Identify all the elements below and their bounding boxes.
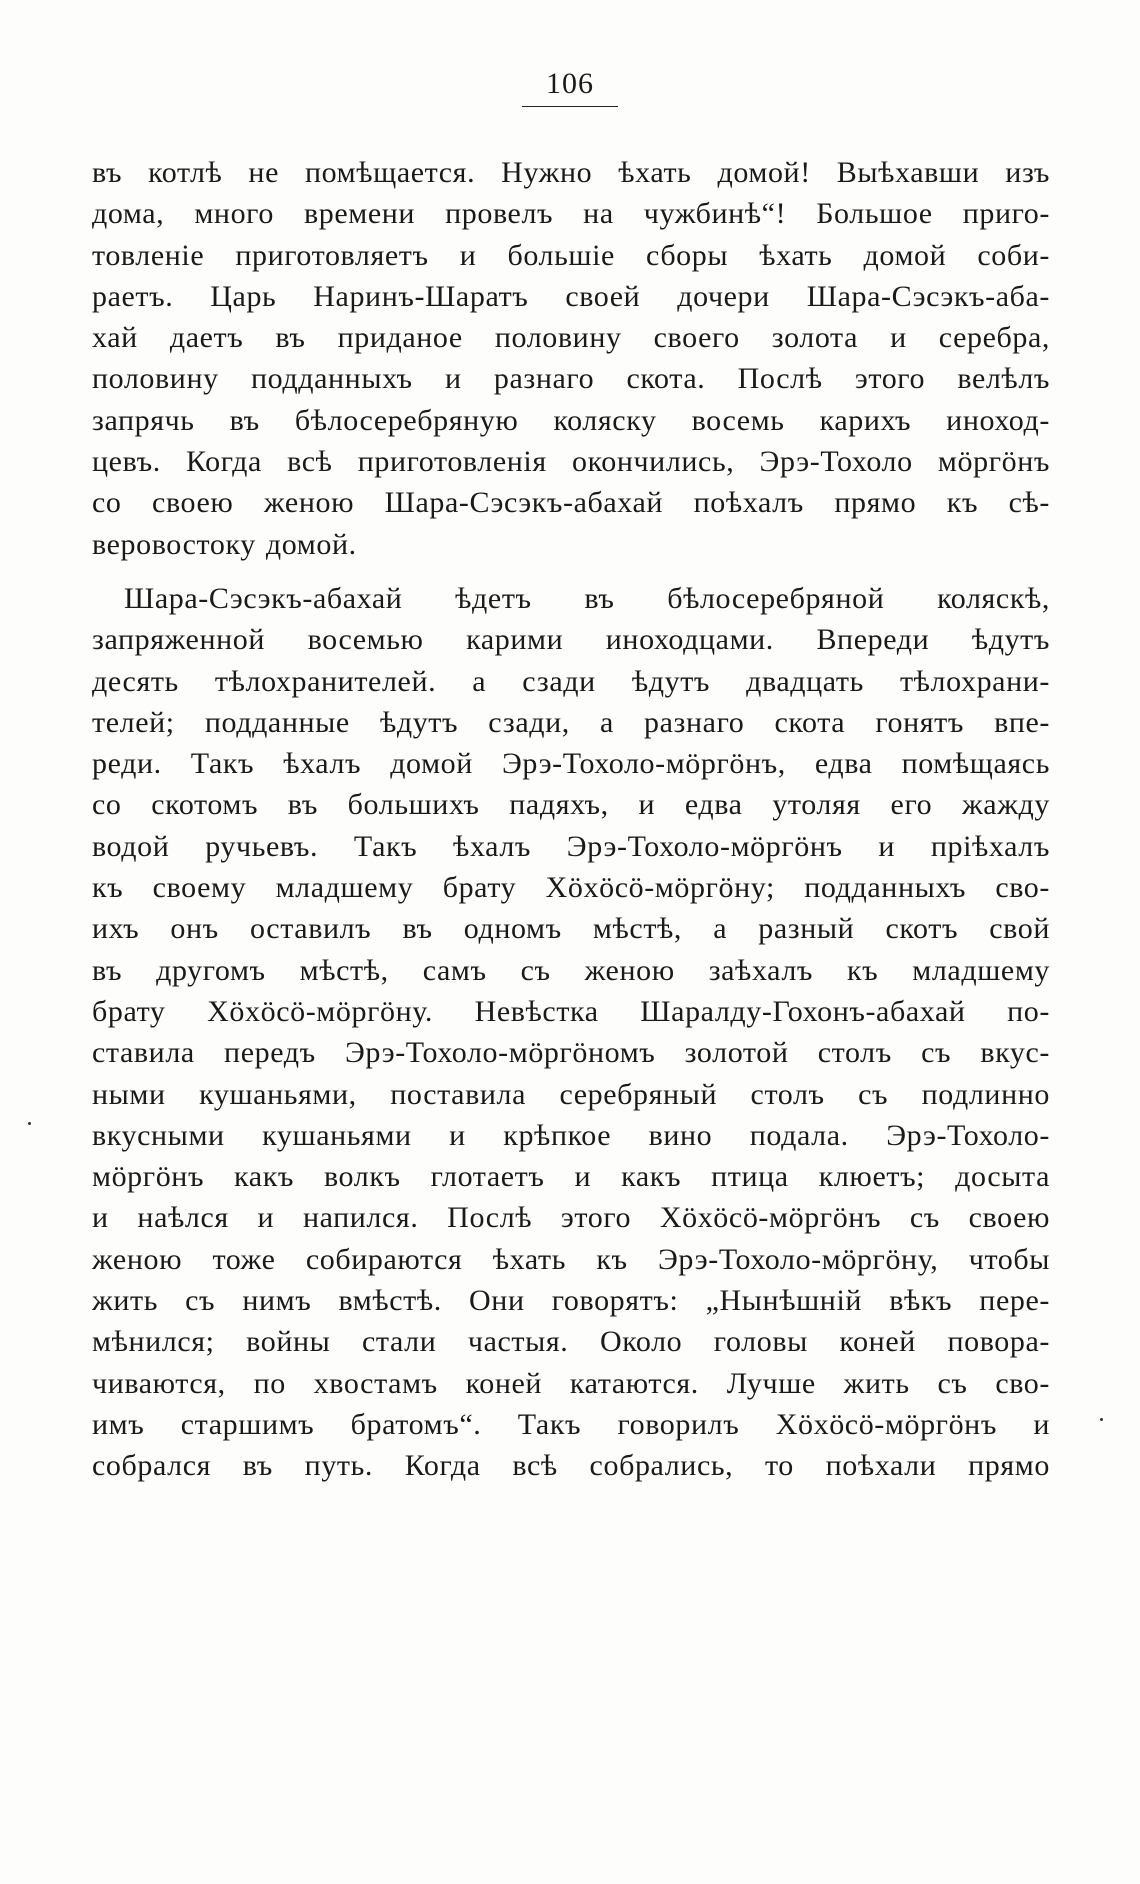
text-line: Шара-Сэсэкъ-абахай ѣдетъ въ бѣлосеребряной коляскѣ, — [124, 581, 1050, 615]
text-line: десять тѣлохранителей. а сзади ѣдутъ двадцать тѣлохрани- — [92, 664, 1050, 698]
text-line: запряженной восемью карими иноходцами. Впереди ѣдутъ — [92, 623, 1050, 657]
text-line: женою тоже собираются ѣхать къ Эрэ-Тохоло-мӧргӧну, чтобы — [92, 1242, 1050, 1276]
scan-speck — [1100, 1418, 1103, 1421]
paragraph-1 — [92, 152, 1050, 565]
paragraph-2 — [92, 578, 1050, 1487]
text-line: и наѣлся и напился. Послѣ этого Хӧхӧсӧ-мӧргӧнъ съ своею — [92, 1201, 1050, 1235]
text-line: къ своему младшему брату Хӧхӧсӧ-мӧргӧну; подданныхъ сво- — [92, 871, 1050, 905]
body-text — [92, 152, 1050, 1487]
text-line: въ котлѣ не помѣщается. Нужно ѣхать домой! Выѣхавши изъ — [92, 156, 1050, 189]
text-line: дома, много времени провелъ на чужбинѣ“! Большое приго- — [92, 197, 1050, 231]
text-line: ными кушаньями, поставила серебряный столъ съ подлинно — [92, 1077, 1050, 1111]
page-number: 106 — [522, 66, 618, 107]
text-line: вкусными кушаньями и крѣпкое вино подала. Эрэ-Тохоло- — [92, 1118, 1050, 1152]
text-line: хай даетъ въ приданое половину своего золота и серебра, — [92, 321, 1050, 355]
text-line: цевъ. Когда всѣ приготовленія окончились, Эрэ-Тохоло мӧргӧнъ — [92, 445, 1050, 479]
text-line: жить съ нимъ вмѣстѣ. Они говорятъ: „Нынѣшній вѣкъ пере- — [92, 1284, 1050, 1318]
text-line: ставила передъ Эрэ-Тохоло-мӧргӧномъ золотой столъ съ вкус- — [92, 1036, 1050, 1070]
text-line: мӧргӧнъ какъ волкъ глотаетъ и какъ птица клюетъ; досыта — [92, 1160, 1050, 1194]
text-line: со своею женою Шара-Сэсэкъ-абахай поѣхалъ прямо къ сѣ- — [92, 486, 1050, 520]
text-line: имъ старшимъ братомъ“. Такъ говорилъ Хӧхӧсӧ-мӧргӧнъ и — [92, 1407, 1050, 1441]
text-line: половину подданныхъ и разнаго скота. Послѣ этого велѣлъ — [92, 362, 1050, 396]
scan-speck — [28, 1122, 31, 1125]
page-header — [0, 66, 1140, 107]
text-line: водой ручьевъ. Такъ ѣхалъ Эрэ-Тохоло-мӧргӧнъ и пріѣхалъ — [92, 829, 1050, 863]
text-line: реди. Такъ ѣхалъ домой Эрэ-Тохоло-мӧргӧнъ, едва помѣщаясь — [92, 747, 1050, 781]
text-line: запрячь въ бѣлосеребряную коляску восемь карихъ иноход- — [92, 403, 1050, 437]
text-line: товленіе приготовляетъ и большіе сборы ѣхать домой соби- — [92, 238, 1050, 272]
text-line: со скотомъ въ большихъ падяхъ, и едва утоляя его жажду — [92, 788, 1050, 822]
text-line: телей; подданные ѣдутъ сзади, а разнаго скота гонятъ впе- — [92, 705, 1050, 739]
text-line: мѣнился; войны стали частыя. Около головы коней повора- — [92, 1325, 1050, 1359]
text-line: въ другомъ мѣстѣ, самъ съ женою заѣхалъ къ младшему — [92, 953, 1050, 987]
text-line: собрался въ путь. Когда всѣ собрались, то поѣхали прямо — [92, 1449, 1050, 1483]
text-line: чиваются, по хвостамъ коней катаются. Лучше жить съ сво- — [92, 1366, 1050, 1400]
text-line: раетъ. Царь Наринъ-Шаратъ своей дочери Шара-Сэсэкъ-аба- — [92, 279, 1050, 313]
text-line: веровостоку домой. — [92, 527, 357, 561]
text-line: ихъ онъ оставилъ въ одномъ мѣстѣ, а разный скотъ свой — [92, 912, 1050, 946]
text-line: брату Хӧхӧсӧ-мӧргӧну. Невѣстка Шаралду-Гохонъ-абахай по- — [92, 994, 1050, 1028]
